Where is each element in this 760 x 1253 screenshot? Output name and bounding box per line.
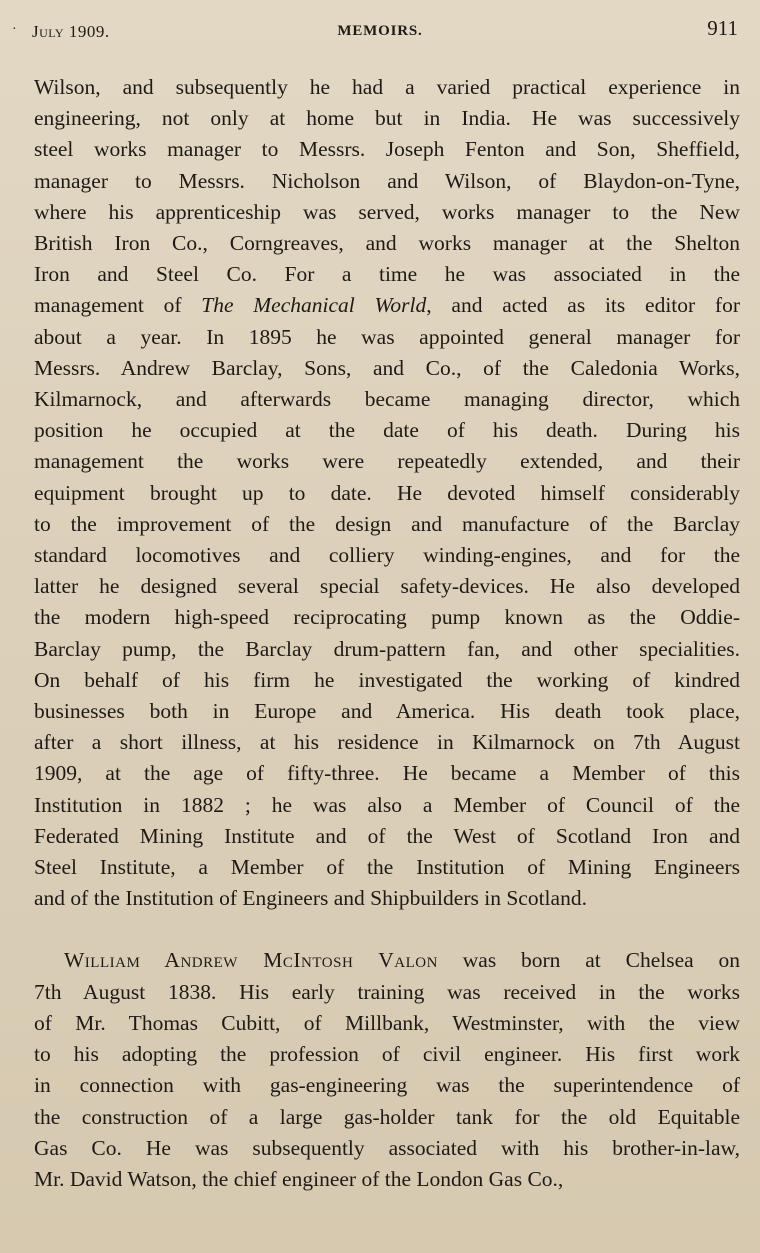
- text-line: after a short illness, at his residence in Kilmarnock on 7th August: [34, 730, 740, 755]
- text-line: Gas Co. He was subsequently associated with his brother-in-law,: [34, 1135, 740, 1160]
- header-section-title: MEMOIRS.: [337, 23, 423, 39]
- text-line: British Iron Co., Corngreaves, and works manager at the Shelton: [34, 231, 740, 256]
- memoir-paragraph-1: [34, 72, 740, 914]
- text-segment: , and acted as its editor for: [426, 293, 740, 318]
- page-body: [34, 72, 740, 1195]
- text-line: Messrs. Andrew Barclay, Sons, and Co., of the Caledonia Works,: [34, 355, 740, 380]
- text-line: standard locomotives and colliery winding-engines, and for the: [34, 543, 740, 568]
- text-line: Iron and Steel Co. For a time he was associated in the: [34, 262, 740, 287]
- text-line: Kilmarnock, and afterwards became managing director, which: [34, 387, 740, 412]
- text-line: equipment brought up to date. He devoted himself considerably: [34, 480, 740, 505]
- text-line: latter he designed several special safety-devices. He also developed: [34, 574, 740, 599]
- text-line: Federated Mining Institute and of the West of Scotland Iron and: [34, 823, 740, 848]
- paragraph-gap: [34, 914, 740, 945]
- memoir-paragraph-2: [34, 945, 740, 1195]
- journal-title: The Mechanical World: [201, 293, 427, 318]
- text-line: in connection with gas-engineering was the superintendence of: [34, 1073, 740, 1098]
- text-line: Mr. David Watson, the chief engineer of the London Gas Co.,: [34, 1166, 564, 1191]
- text-line: Wilson, and subsequently he had a varied practical experience in: [34, 75, 740, 99]
- running-header: [0, 14, 760, 50]
- text-line: to the improvement of the design and manufacture of the Barclay: [34, 511, 740, 536]
- text-line: 7th August 1838. His early training was received in the works: [34, 979, 740, 1004]
- text-line: [34, 945, 740, 976]
- text-line: management the works were repeatedly extended, and their: [34, 449, 740, 474]
- text-segment: management of: [34, 293, 202, 318]
- header-bullet: ·: [12, 22, 17, 37]
- text-line: where his apprenticeship was served, works manager to the New: [34, 199, 740, 224]
- memoir-subject-name: William Andrew McIntosh Valon: [64, 948, 438, 973]
- text-line: 1909, at the age of fifty-three. He became a Member of this: [34, 761, 740, 786]
- text-line: [34, 290, 740, 321]
- text-line: about a year. In 1895 he was appointed general manager for: [34, 324, 740, 349]
- header-date: July 1909.: [32, 22, 110, 41]
- text-line: manager to Messrs. Nicholson and Wilson, of Blaydon-on-Tyne,: [34, 168, 740, 193]
- text-line: the modern high-speed reciprocating pump known as the Oddie-: [34, 605, 740, 630]
- text-segment: was born at Chelsea on: [437, 948, 741, 973]
- text-line: Barclay pump, the Barclay drum-pattern fan, and other specialities.: [34, 636, 740, 661]
- text-line: the construction of a large gas-holder tank for the old Equitable: [34, 1104, 740, 1129]
- text-line: engineering, not only at home but in India. He was successively: [34, 106, 740, 131]
- text-line: Steel Institute, a Member of the Institution of Mining Engineers: [34, 855, 740, 880]
- text-line: Institution in 1882 ; he was also a Member of Council of the: [34, 792, 740, 817]
- text-line: steel works manager to Messrs. Joseph Fenton and Son, Sheffield,: [34, 137, 740, 162]
- text-line: to his adopting the profession of civil engineer. His first work: [34, 1042, 740, 1067]
- text-line: and of the Institution of Engineers and Shipbuilders in Scotland.: [34, 886, 587, 911]
- page-number: 911: [707, 16, 738, 40]
- text-line: position he occupied at the date of his death. During his: [34, 418, 740, 443]
- text-line: of Mr. Thomas Cubitt, of Millbank, Westminster, with the view: [34, 1010, 740, 1035]
- text-line: businesses both in Europe and America. His death took place,: [34, 699, 740, 724]
- text-line: On behalf of his firm he investigated the working of kindred: [34, 667, 740, 692]
